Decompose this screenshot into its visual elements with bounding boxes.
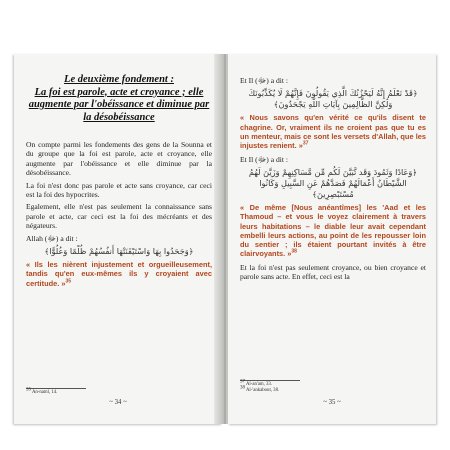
paragraph-connaissance: Egalement, elle n'est pas seulement la connaissance sans parole et acte, car ceci est la foi des mécréants et des négateurs. <box>26 202 212 231</box>
footnote-ref-1: 37 <box>302 140 309 147</box>
footnote-number: 35 <box>26 387 31 393</box>
paragraph-fondements: On compte parmi les fondements des gens de la Sounna et du groupe que la foi est parole, acte et croyance, elle augmente par l'obéissance et elle diminue par la désobéissance. <box>26 140 212 178</box>
footnote-2 <box>240 385 280 394</box>
left-page <box>14 54 222 424</box>
left-page-content <box>26 74 212 288</box>
footnote-2-number: 38 <box>240 385 245 391</box>
footnote-ref: 35 <box>65 278 71 285</box>
right-page <box>228 54 436 424</box>
et-il-dit-label-1: Et Il (ﷻ) a dit : <box>240 76 289 85</box>
red-translation <box>26 260 212 288</box>
et-il-dit-label-2: Et Il (ﷻ) a dit : <box>240 154 289 164</box>
footnote-text: An-naml, 14. <box>31 390 58 395</box>
allah-said-label: Allah (ﷻ) a dit : <box>26 233 78 243</box>
footnote-divider <box>26 388 86 389</box>
footnote-1-text: Al-an'am, 33. <box>245 382 272 387</box>
footnote-ref-2: 38 <box>291 249 297 256</box>
page-number-left: ~ 34 ~ <box>109 399 127 406</box>
right-page-content <box>240 76 426 285</box>
red-translation-2-text: « De même [Nous anéantîmes] les 'Aad et les Thamoud – et vous le voyez clairement à travers leurs habitations – le diable leur avait cependant embelli leurs actions, au point de les repousser loin du sentier ; ils étaient pourtant invités à être clairvoyants. » <box>240 203 426 259</box>
paragraph-hypocrites: La foi n'est donc pas parole et acte sans croyance, car ceci est la foi des hypocrites. <box>26 180 212 200</box>
red-translation-2 <box>240 203 426 259</box>
paragraph-croyance: Et la foi n'est pas seulement croyance, ou bien croyance et parole sans acte. En effet, ceci est la <box>240 262 426 282</box>
footnote-divider-right <box>240 380 300 381</box>
chapter-title <box>26 74 212 124</box>
arabic-verse-2: ﴿وَعَادًا وَثَمُودَ وَقَد تَّبَيَّنَ لَكُم مِّن مَّسَاكِنِهِمْ وَزَيَّنَ لَهُمُ الشَّيْطَانُ أَعْمَالَهُمْ فَصَدَّهُمْ عَنِ السَّبِيلِ وَكَانُوا مُسْتَبْصِرِينَ﴾ <box>248 167 418 199</box>
arabic-verse-1: ﴿قَدْ نَعْلَمُ إِنَّهُ لَيَحْزُنُكَ الَّذِي يَقُولُونَ فَإِنَّهُمْ لَا يُكَذِّبُونَكَ وَلَٰكِنَّ الظَّالِمِينَ بِآيَاتِ اللَّهِ يَجْحَدُونَ﴾ <box>248 88 418 110</box>
chapter-title-line1: Le deuxième fondement : <box>64 74 174 85</box>
chapter-title-subtitle: La foi est parole, acte et croyance ; elle augmente par l'obéissance et diminue par la désobéissance <box>28 86 210 123</box>
footnote <box>26 387 58 396</box>
red-translation-1 <box>240 113 426 150</box>
page-number-right: ~ 35 ~ <box>323 399 341 406</box>
footnote-2-text: Al-'ankabout, 38. <box>245 388 280 393</box>
red-translation-text: « Ils les nièrent injustement et orgueilleusement, tandis qu'en eux-mêmes ils y croyaient avec certitude. » <box>26 260 212 288</box>
red-translation-1-text: « Nous savons qu'en vérité ce qu'ils disent te chagrine. Or, vraiment ils ne croient pas que tu es un menteur, mais ce sont les versets d'Allah, que les injustes renient. » <box>240 113 426 151</box>
footnote-1-number: 37 <box>240 379 245 385</box>
arabic-verse: ﴿وَجَحَدُوا بِهَا وَاسْتَيْقَنَتْهَا أَنفُسُهُمْ ظُلْمًا وَعُلُوًّا﴾ <box>44 246 194 257</box>
